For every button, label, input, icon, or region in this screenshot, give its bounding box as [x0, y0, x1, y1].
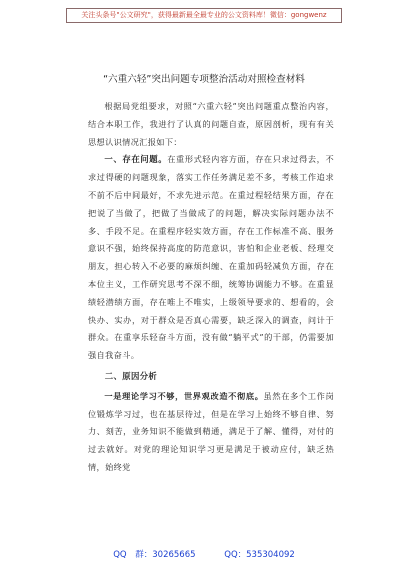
- section-2-text: 虽然在多个工作岗位锻炼学习过，也在基层待过，但是在学习上始终不够自律、努力、刻苦，业务知识不能做到精通，满足于了解、懂得，对付的过去就好。对党的理论知识学习更是满足于被动应付，缺乏热情，始终党: [88, 390, 334, 472]
- section-1-paragraph: [88, 151, 334, 365]
- section-1-text: 在重形式轻内容方面，存在只求过得去，不求过得硬的问题现象，落实工作任务满足差不多，考核工作追求不前不后中间最好，不求先进示范。在重过程轻结果方面，存在把说了当做了，把做了当做成了的问题，解决实际问题办法不多、手段不足。在重程序轻实效方面，存在工作标准不高、服务意识不强，始终保持高度的防范意识，害怕和企业老板、经理交朋友，担心转入不必要的麻烦纠缠、在重加码轻减负方面，存在本位主义，工作研究思考不深不细，统筹协调能力不够。在重显绩轻潜绩方面，存在唯上不唯实，上级领导要求的、想看的，会快办、实办，对于群众是否真心需要，缺乏深入的调查，问计于群众。在重享乐轻奋斗方面，没有做“躺平式”的干部，仍需要加强自我奋斗。: [88, 154, 334, 361]
- section-1-heading: 一、存在问题。: [104, 154, 168, 165]
- section-2-paragraph: [88, 388, 334, 477]
- document-title: “六重六轻”突出问题专项整治活动对照检查材料: [103, 74, 305, 85]
- footer-qq-group: QQ 群：30265665: [113, 550, 196, 560]
- footer-qq: QQ：535304092: [224, 550, 295, 560]
- document-body: [88, 98, 334, 477]
- section-2-lead: 一是理论学习不够，世界观改造不彻底。: [104, 390, 264, 401]
- footer-contact: [0, 548, 408, 560]
- header-banner: 关注头条号"公文研究"，获得最新最全最专业的公文资料库！微信：gongwenz: [66, 8, 342, 23]
- intro-paragraph: 根据局党组要求，对照“六重六轻”突出问题重点整治内容，结合本职工作，我进行了认真的问题自查，原因剖析，现有有关思想认识情况汇报如下：: [88, 101, 334, 147]
- section-2-heading: 二、原因分析: [104, 370, 158, 381]
